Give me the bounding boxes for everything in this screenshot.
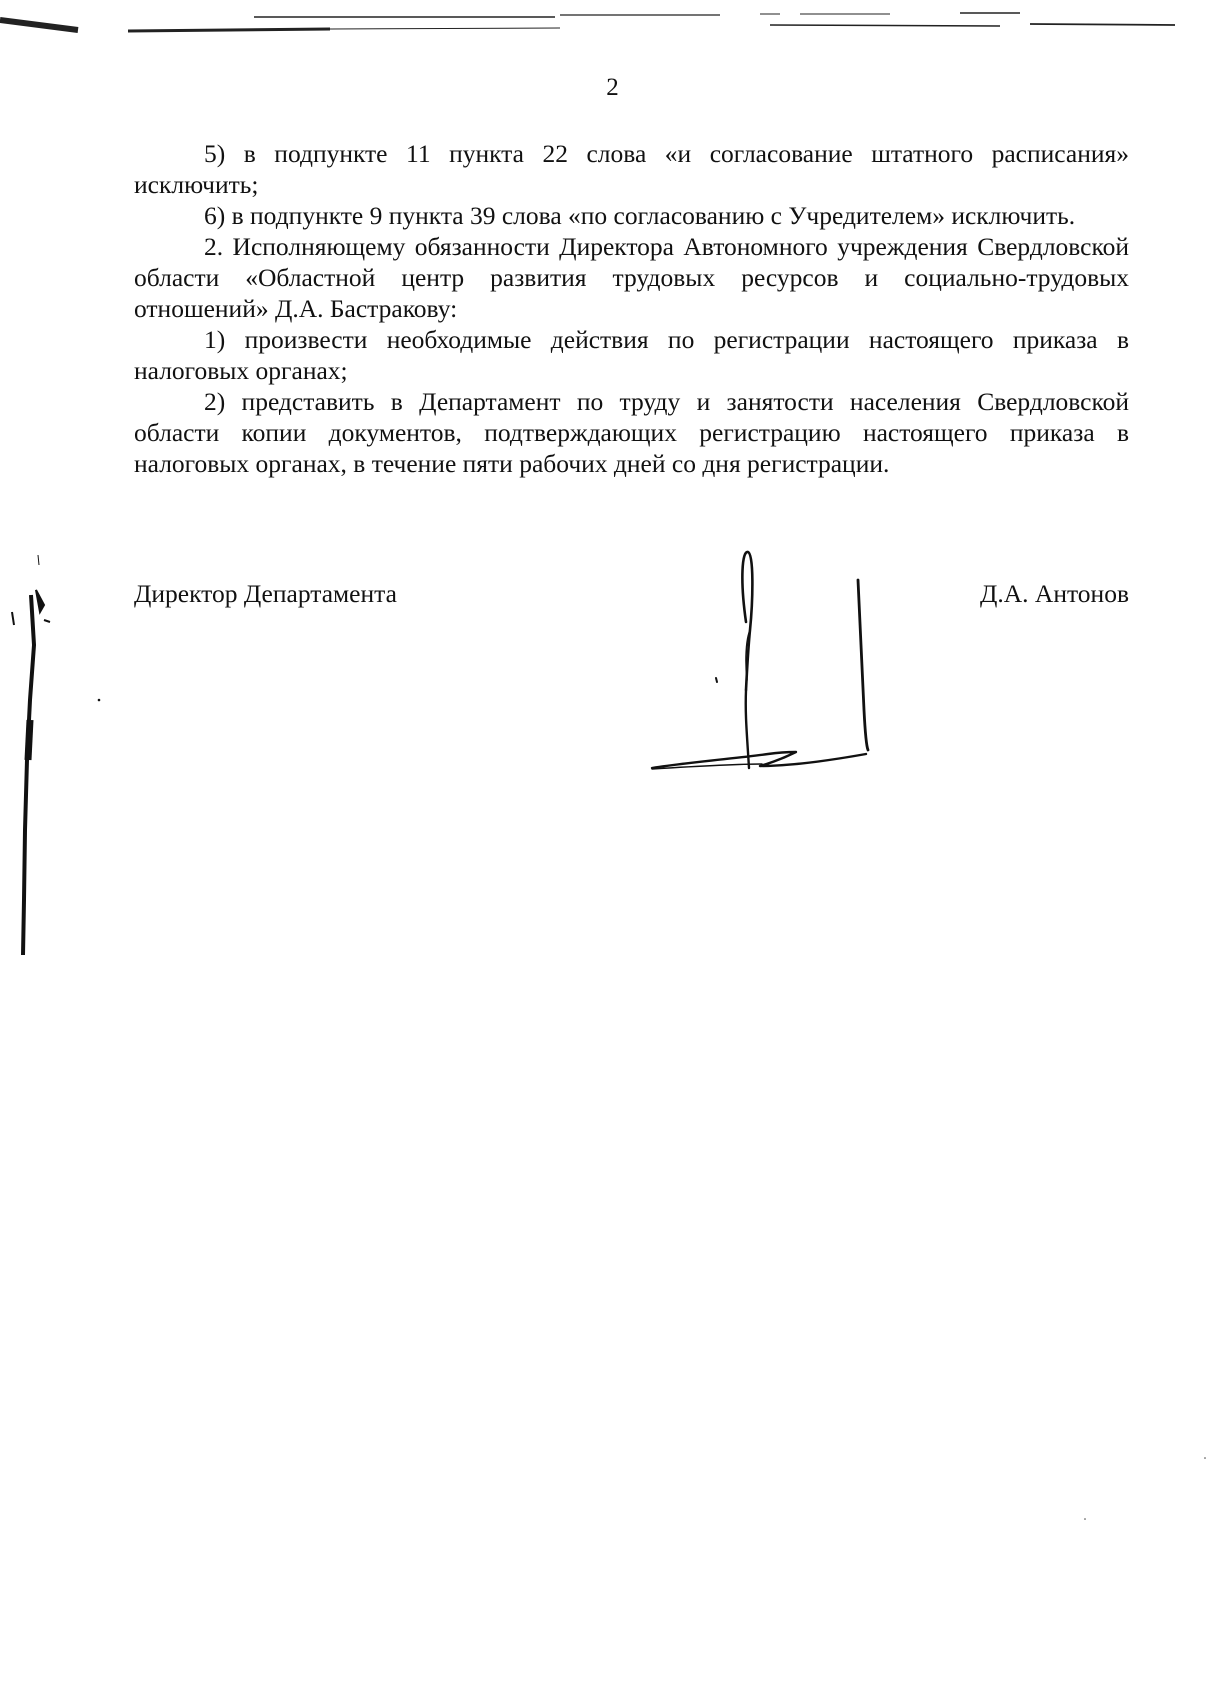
- signer-title: Директор Департамента: [134, 579, 397, 608]
- bottom-specks: [1084, 1457, 1206, 1520]
- left-margin-stroke: [12, 555, 100, 955]
- paragraph-section-2-item-2: 2) представить в Департамент по труду и занятости населения Свердловской области копии документов, подтверждающих регистрацию настоящего приказа в налоговых органах, в течение пяти рабочих дней со дня регистрации.: [134, 387, 1129, 478]
- handwritten-signature: [650, 540, 890, 780]
- page-number: 2: [606, 74, 619, 101]
- document-body: [134, 138, 1129, 479]
- paragraph-item-5: 5) в подпункте 11 пункта 22 слова «и согласование штатного расписания» исключить;: [134, 139, 1129, 199]
- paragraph-item-6: 6) в подпункте 9 пункта 39 слова «по согласованию с Учредителем» исключить.: [204, 201, 1076, 230]
- paragraph-section-2-item-1: 1) произвести необходимые действия по регистрации настоящего приказа в налоговых органах;: [134, 325, 1129, 385]
- top-edge-marks: [0, 13, 1175, 31]
- signer-name: Д.А. Антонов: [980, 579, 1129, 608]
- paragraph-section-2: 2. Исполняющему обязанности Директора Автономного учреждения Свердловской области «Областной центр развития трудовых ресурсов и социально-трудовых отношений» Д.А. Бастракову:: [134, 232, 1129, 323]
